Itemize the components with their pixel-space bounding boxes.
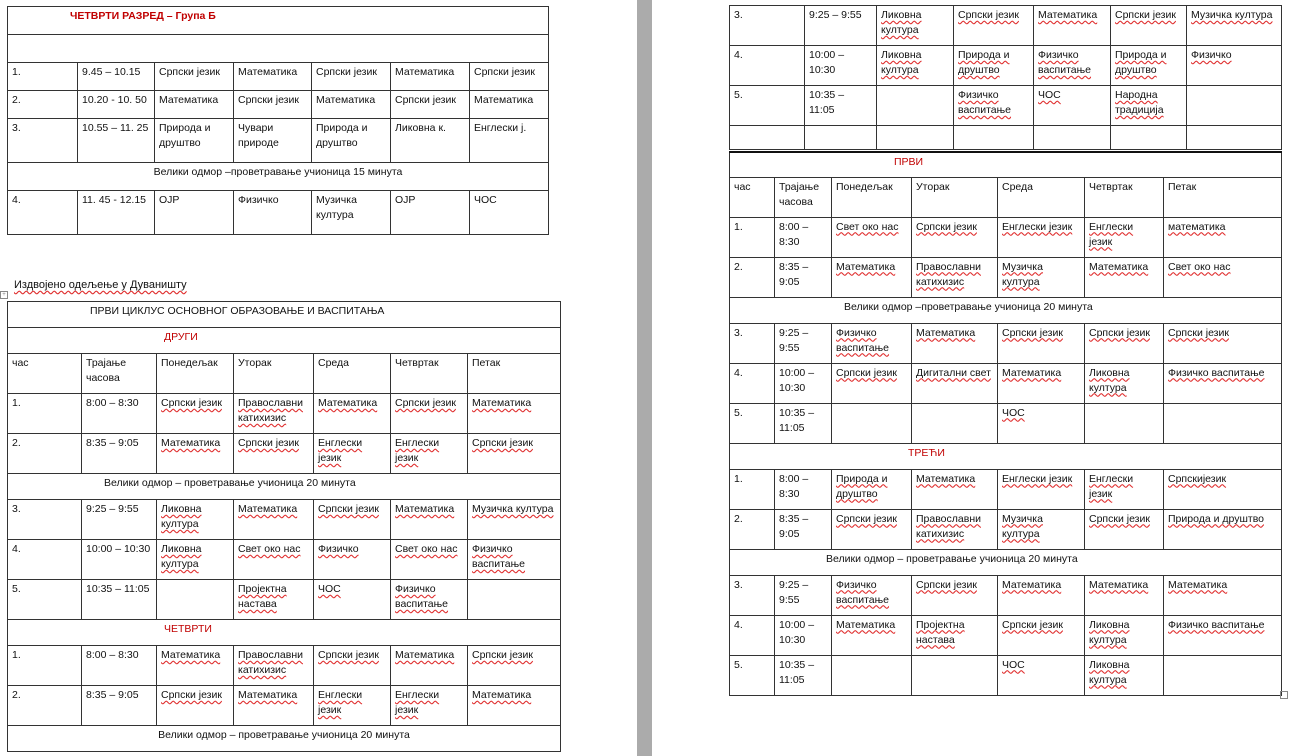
table-cell: [877, 86, 954, 126]
left-document-page: [0, 0, 637, 756]
table-cell: Математика: [155, 91, 234, 119]
table-cell: 1.: [730, 469, 775, 509]
header-row: [730, 177, 1282, 217]
table-cell: 8:35 – 9:05: [775, 257, 832, 297]
table-cell: Ликовна култура: [1085, 615, 1164, 655]
column-header: Понедељак: [832, 177, 912, 217]
right-document-page: [652, 0, 1294, 756]
table-cell: Енглески језик: [998, 469, 1085, 509]
table-cell: 4.: [730, 46, 805, 86]
column-header: час: [730, 177, 775, 217]
table-cell: 1.: [8, 394, 82, 434]
table-row: [8, 500, 561, 540]
table-row: [730, 217, 1282, 257]
table-cell: Српски језик: [312, 63, 391, 91]
table-cell: [832, 655, 912, 695]
table-cell: 9:25 – 9:55: [82, 500, 157, 540]
table-cell: Православни катихизис: [234, 394, 314, 434]
section-caption: Издвојено одељење у Дуваништу: [14, 279, 187, 291]
table-cell: Физичко: [234, 191, 312, 235]
first-cycle-table: [7, 301, 561, 752]
table-cell: Дигитални свет: [912, 363, 998, 403]
table-cell: 3.: [8, 500, 82, 540]
table-row: [8, 686, 561, 726]
header-row: [8, 354, 561, 394]
table-cell: [1187, 126, 1282, 150]
table-row: [8, 580, 561, 620]
table-cell: Природа и друштво: [1111, 46, 1187, 86]
table-cell: 9:25 – 9:55: [775, 323, 832, 363]
table-cell: 2.: [8, 91, 78, 119]
table-cell: Природа и друштво: [832, 469, 912, 509]
table-cell: 8:00 – 8:30: [775, 469, 832, 509]
table-cell: 10:00 – 10:30: [775, 615, 832, 655]
table-cell: Српски језик: [1164, 323, 1282, 363]
table-cell: 5.: [730, 86, 805, 126]
column-header: Петак: [468, 354, 561, 394]
column-header: Среда: [998, 177, 1085, 217]
table-cell: Српски језик: [391, 394, 468, 434]
table-cell: 3.: [730, 6, 805, 46]
table-cell: Математика: [832, 257, 912, 297]
empty-row: [8, 35, 549, 63]
table-cell: 10:35 – 11:05: [805, 86, 877, 126]
table-cell: Математика: [468, 686, 561, 726]
table-cell: [1111, 126, 1187, 150]
table-cell: Природа и друштво: [312, 119, 391, 163]
table-cell: Српски језик: [234, 91, 312, 119]
table-cell: Православни катихизис: [912, 509, 998, 549]
table-cell: Енглески језик: [1085, 217, 1164, 257]
table-anchor-icon: +: [0, 291, 8, 299]
table-cell: Математика: [234, 63, 312, 91]
table-cell: 11. 45 - 12.15: [78, 191, 155, 235]
table-cell: Математика: [1034, 6, 1111, 46]
break-row: Велики одмор –проветравање учионица 15 минута: [8, 163, 549, 191]
table-cell: [912, 403, 998, 443]
table-cell: Ликовна култура: [157, 540, 234, 580]
table-cell: Музичка култура: [312, 191, 391, 235]
table-cell: ЧОС: [470, 191, 549, 235]
table-cell: Физичко васпитање: [1164, 363, 1282, 403]
column-header: Петак: [1164, 177, 1282, 217]
table-cell: Физичко: [1187, 46, 1282, 86]
table-cell: Математика: [1164, 575, 1282, 615]
table-cell: Физичко васпитање: [1164, 615, 1282, 655]
table-cell: Физичко: [314, 540, 391, 580]
table-cell: 10:35 – 11:05: [775, 403, 832, 443]
table-cell: 10:00 – 10:30: [805, 46, 877, 86]
table-cell: Енглески језик: [1085, 469, 1164, 509]
table-cell: ЧОС: [998, 655, 1085, 695]
column-header: Уторак: [234, 354, 314, 394]
grade-label-cetvrti: ЧЕТВРТИ: [8, 620, 561, 646]
table-cell: ЧОС: [998, 403, 1085, 443]
table-cell: 3.: [8, 119, 78, 163]
table-cell: 2.: [8, 686, 82, 726]
table-cell: Српски језик: [912, 217, 998, 257]
table-row: [730, 46, 1282, 86]
table-row: [730, 403, 1282, 443]
table-cell: 4.: [8, 191, 78, 235]
table-cell: Математика: [157, 434, 234, 474]
table-cell: [1085, 403, 1164, 443]
table-cell: Свет око нас: [1164, 257, 1282, 297]
table-cell: 4.: [8, 540, 82, 580]
table-cell: 2.: [8, 434, 82, 474]
table-row: [730, 655, 1282, 695]
table-cell: Српскијезик: [1164, 469, 1282, 509]
table-cell: Српски језик: [998, 615, 1085, 655]
column-header: Трајање часова: [775, 177, 832, 217]
table-cell: 2.: [730, 509, 775, 549]
table-cell: Математика: [157, 646, 234, 686]
table-row: [8, 434, 561, 474]
break-row: Велики одмор – проветравање учионица 20 минута: [8, 726, 561, 752]
table-cell: Музичка култура: [998, 509, 1085, 549]
table-cell: Српски језик: [470, 63, 549, 91]
table-cell: Српски језик: [157, 686, 234, 726]
table-cell: Пројектна настава: [912, 615, 998, 655]
table-cell: Ликовна култура: [1085, 363, 1164, 403]
column-header: Трајање часова: [82, 354, 157, 394]
table-cell: Музичка култура: [468, 500, 561, 540]
table-cell: Српски језик: [314, 646, 391, 686]
table-row: [730, 257, 1282, 297]
table-row: [8, 540, 561, 580]
table-row: [730, 323, 1282, 363]
table-cell: 10.55 – 11. 25: [78, 119, 155, 163]
table-cell: 10:00 – 10:30: [775, 363, 832, 403]
table-cell: Српски језик: [832, 363, 912, 403]
table-cell: 2.: [730, 257, 775, 297]
table-cell: [468, 580, 561, 620]
table-cell: Физичко васпитање: [954, 86, 1034, 126]
cycle-title: ПРВИ ЦИКЛУС ОСНОВНОГ ОБРАЗОВАЊЕ И ВАСПИТАЊА: [8, 302, 561, 328]
table-cell: [1164, 655, 1282, 695]
table-cell: Математика: [234, 686, 314, 726]
table-cell: Природа и друштво: [1164, 509, 1282, 549]
table-cell: Свет око нас: [832, 217, 912, 257]
second-grade-continued-table: [729, 5, 1282, 150]
table-row: [8, 394, 561, 434]
table-cell: Математика: [234, 500, 314, 540]
table-cell: Математика: [1085, 575, 1164, 615]
table-cell: Енглески језик: [998, 217, 1085, 257]
table-row: [8, 63, 549, 91]
table-cell: Математика: [314, 394, 391, 434]
table-cell: 10:00 – 10:30: [82, 540, 157, 580]
table-cell: Природа и друштво: [954, 46, 1034, 86]
break-row: Велики одмор – проветравање учионица 20 минута: [8, 474, 561, 500]
column-header: Уторак: [912, 177, 998, 217]
table-cell: Српски језик: [1085, 323, 1164, 363]
column-header: Среда: [314, 354, 391, 394]
table-cell: 8:00 – 8:30: [82, 646, 157, 686]
column-header: Понедељак: [157, 354, 234, 394]
table-row: [730, 469, 1282, 509]
break-row: Велики одмор –проветравање учионица 20 минута: [730, 297, 1282, 323]
table-cell: Свет око нас: [234, 540, 314, 580]
table-cell: Математика: [912, 323, 998, 363]
table-cell: ОЈР: [391, 191, 470, 235]
table-row: [730, 615, 1282, 655]
table-cell: 3.: [730, 575, 775, 615]
table-cell: Музичка култура: [1187, 6, 1282, 46]
table-cell: 8:00 – 8:30: [775, 217, 832, 257]
table-cell: Математика: [832, 615, 912, 655]
table-cell: Ликовна култура: [157, 500, 234, 540]
table-cell: Ликовна култура: [877, 46, 954, 86]
table-cell: Чувари природе: [234, 119, 312, 163]
table-cell: 5.: [730, 403, 775, 443]
table-row: [730, 86, 1282, 126]
table-cell: [805, 126, 877, 150]
table-row: [730, 126, 1282, 150]
table-cell: 10:35 – 11:05: [82, 580, 157, 620]
table-cell: Физичко васпитање: [468, 540, 561, 580]
table-cell: Математика: [998, 575, 1085, 615]
table-cell: Математика: [468, 394, 561, 434]
grade-label-treci: ТРЕЋИ: [730, 443, 1282, 469]
table-cell: Српски језик: [1085, 509, 1164, 549]
column-header: час: [8, 354, 82, 394]
table-cell: Физичко васпитање: [832, 575, 912, 615]
table-title: ЧЕТВРТИ РАЗРЕД – Група Б: [8, 7, 549, 35]
table-cell: Српски језик: [832, 509, 912, 549]
table-cell: Пројектна настава: [234, 580, 314, 620]
grade-label-prvi: ПРВИ: [730, 152, 1282, 177]
table-cell: Природа и друштво: [155, 119, 234, 163]
table-cell: математика: [1164, 217, 1282, 257]
table-cell: Српски језик: [155, 63, 234, 91]
table-cell: ОЈР: [155, 191, 234, 235]
table-cell: Ликовна к.: [391, 119, 470, 163]
column-header: Четвртак: [391, 354, 468, 394]
table-cell: Ликовна култура: [1085, 655, 1164, 695]
table-cell: Математика: [312, 91, 391, 119]
table-cell: 10:35 – 11:05: [775, 655, 832, 695]
table-cell: Енглески ј.: [470, 119, 549, 163]
table-cell: 8:35 – 9:05: [82, 686, 157, 726]
column-header: Четвртак: [1085, 177, 1164, 217]
table-cell: Свет око нас: [391, 540, 468, 580]
table-cell: Српски језик: [998, 323, 1085, 363]
table-cell: Српски језик: [954, 6, 1034, 46]
table-cell: Физичко васпитање: [1034, 46, 1111, 86]
table-cell: 9:25 – 9:55: [805, 6, 877, 46]
table-cell: Математика: [391, 63, 470, 91]
table-cell: Математика: [391, 646, 468, 686]
table-cell: 8:35 – 9:05: [82, 434, 157, 474]
first-and-third-grade-table: [729, 151, 1282, 696]
table-cell: [157, 580, 234, 620]
table-cell: Српски језик: [234, 434, 314, 474]
table-cell: [730, 126, 805, 150]
table-cell: [877, 126, 954, 150]
table-row: [8, 191, 549, 235]
table-row: [8, 91, 549, 119]
table-cell: Српски језик: [1111, 6, 1187, 46]
table-cell: Народна традиција: [1111, 86, 1187, 126]
table-cell: Српски језик: [391, 91, 470, 119]
table-cell: Математика: [912, 469, 998, 509]
table-cell: [954, 126, 1034, 150]
table-cell: Музичка култура: [998, 257, 1085, 297]
table-cell: Енглески језик: [391, 686, 468, 726]
table-cell: 9:25 – 9:55: [775, 575, 832, 615]
table-cell: [1034, 126, 1111, 150]
table-cell: 5.: [8, 580, 82, 620]
table-row: [730, 363, 1282, 403]
table-cell: Математика: [470, 91, 549, 119]
table-cell: 8:00 – 8:30: [82, 394, 157, 434]
table-cell: Енглески језик: [314, 434, 391, 474]
table-cell: 3.: [730, 323, 775, 363]
table-cell: Енглески језик: [314, 686, 391, 726]
table-cell: ЧОС: [1034, 86, 1111, 126]
table-row: [8, 646, 561, 686]
table-cell: Православни катихизис: [912, 257, 998, 297]
table-cell: Српски језик: [468, 434, 561, 474]
table-row: [730, 6, 1282, 46]
table-cell: 8:35 – 9:05: [775, 509, 832, 549]
table-cell: 9.45 – 10.15: [78, 63, 155, 91]
table-cell: Математика: [1085, 257, 1164, 297]
table-cell: [1164, 403, 1282, 443]
table-cell: [1187, 86, 1282, 126]
table-cell: Православни катихизис: [234, 646, 314, 686]
fourth-grade-group-b-table: [7, 6, 549, 235]
table-cell: 10.20 - 10. 50: [78, 91, 155, 119]
table-cell: 4.: [730, 363, 775, 403]
table-cell: Математика: [998, 363, 1085, 403]
table-cell: [832, 403, 912, 443]
table-cell: 1.: [8, 646, 82, 686]
table-row: [8, 119, 549, 163]
table-cell: [912, 655, 998, 695]
break-row: Велики одмор – проветравање учионица 20 минута: [730, 549, 1282, 575]
table-cell: Енглески језик: [391, 434, 468, 474]
table-cell: 1.: [8, 63, 78, 91]
table-cell: 5.: [730, 655, 775, 695]
table-cell: Српски језик: [912, 575, 998, 615]
table-cell: 4.: [730, 615, 775, 655]
table-cell: ЧОС: [314, 580, 391, 620]
table-cell: Физичко васпитање: [832, 323, 912, 363]
table-row: [730, 509, 1282, 549]
table-cell: Ликовна култура: [877, 6, 954, 46]
table-resize-handle-icon: [1280, 691, 1288, 699]
table-cell: Физичко васпитање: [391, 580, 468, 620]
table-cell: Српски језик: [157, 394, 234, 434]
table-row: [730, 575, 1282, 615]
table-cell: 1.: [730, 217, 775, 257]
table-cell: Српски језик: [314, 500, 391, 540]
grade-label-drugi: ДРУГИ: [8, 328, 561, 354]
table-cell: Српски језик: [468, 646, 561, 686]
table-cell: Математика: [391, 500, 468, 540]
